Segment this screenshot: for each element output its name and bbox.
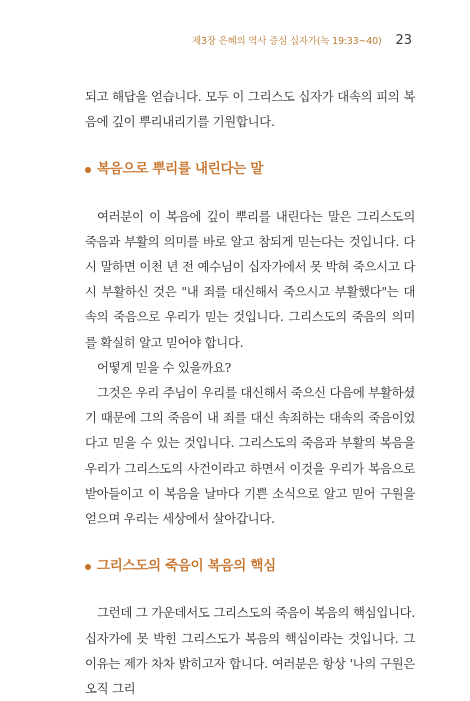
paragraph: 그것은 우리 주님이 우리를 대신해서 죽으신 다음에 부활하셨기 때문에 그의 죽음이 내 죄를 대신 속죄하는 대속의 죽음이었다고 믿을 수 있는 것입니다. 그리스도의 죽음과 부활의 복음을 우리가 그리스도의 사건이라고 하면서 이것을 우리가 복음으로 받아들이고 이 복음을 날마다 기쁜 소식으로 알고 믿어 구원을 얻으며 우리는 세상에서 살아갑니다.: [85, 385, 415, 527]
running-header: [192, 33, 412, 48]
section-heading-1-text: 복음으로 뿌리를 내린다는 말: [97, 161, 264, 178]
paragraph: 여러분이 이 복음에 깊이 뿌리를 내린다는 말은 그리스도의 죽음과 부활의 의미를 바로 알고 참되게 믿는다는 것입니다. 다시 말하면 이천 년 전 예수님이 십자가에서 못 박혀 죽으시고 다시 부활하신 것은 "내 죄를 대신해서 죽으시고 부활했다"는 대속의 죽음으로 우리가 믿는 것입니다. 그리스도의 죽음의 의미를 확실히 알고 믿어야 합니다.: [85, 208, 415, 350]
section-heading-2: [85, 554, 415, 579]
chapter-title: 제3장 은혜의 역사 증심 십자가(녹 19:33~40): [191, 36, 382, 47]
intro-paragraph: 되고 해답을 얻습니다. 모두 이 그리스도 십자가 대속의 피의 복음에 깊이 뿌리내리기를 기원합니다.: [85, 89, 415, 130]
section-heading-2-text: 그리스도의 죽음이 복음의 핵심: [97, 558, 276, 575]
page-number: 23: [395, 33, 412, 48]
section-heading-1: [85, 157, 415, 182]
paragraph: 어떻게 믿을 수 있을까요?: [97, 359, 231, 375]
page-body: [85, 84, 415, 701]
bullet-icon: [85, 564, 91, 570]
bullet-icon: [85, 167, 91, 173]
paragraph: 그런데 그 가운데서도 그리스도의 죽음이 복음의 핵심입니다. 십자가에 못 박힌 그리스도가 복음의 핵심이라는 것입니다. 그 이유는 제가 차차 밝히고자 합니다. 여러분은 항상 '나의 구원은 오직 그리: [85, 605, 415, 697]
